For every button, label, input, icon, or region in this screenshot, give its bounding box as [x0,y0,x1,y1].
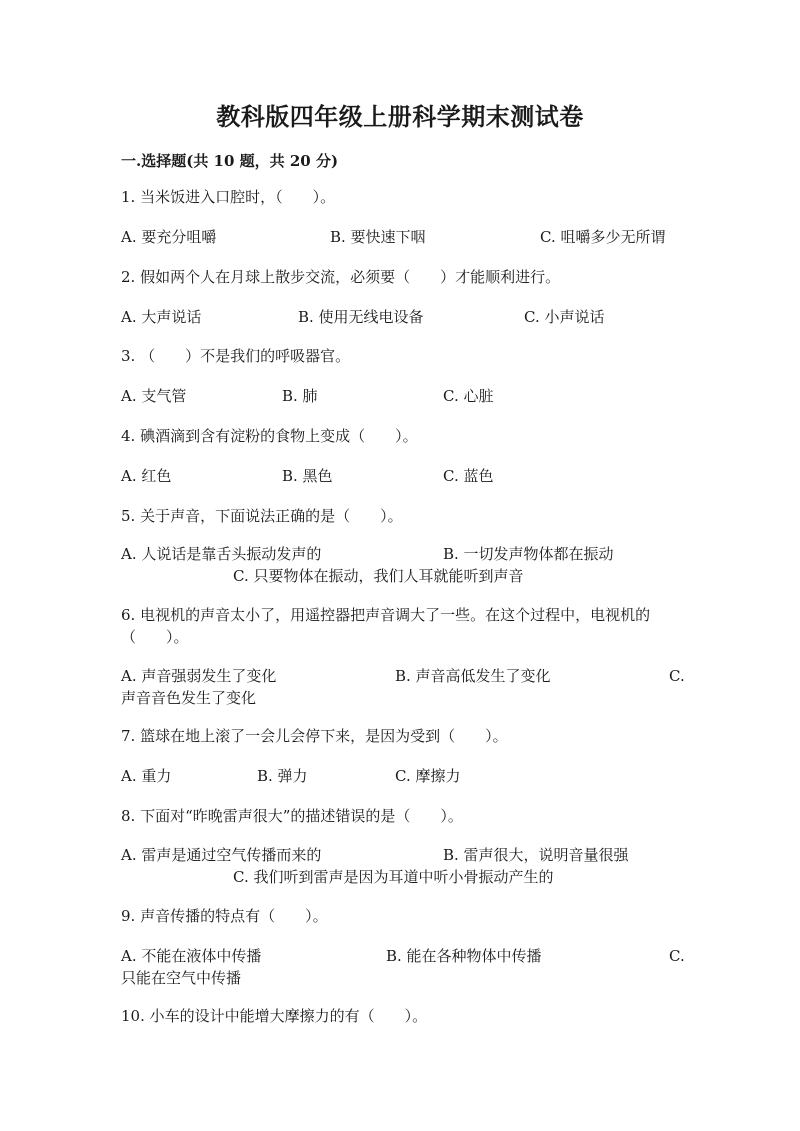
q6-option-a[interactable]: A. 声音强弱发生了变化 [121,667,277,685]
q9-option-c-text[interactable]: 只能在空气中传播 [121,969,242,987]
question-9: 9. 声音传播的特点有（ ）。 [121,907,328,925]
q8-option-b[interactable]: B. 雷声很大，说明音量很强 [443,846,629,864]
q9-option-b[interactable]: B. 能在各种物体中传播 [386,947,542,965]
q4-option-a[interactable]: A. 红色 [121,467,172,485]
question-7: 7. 篮球在地上滚了一会儿会停下来，是因为受到（ ）。 [121,727,508,745]
q2-option-b[interactable]: B. 使用无线电设备 [298,308,424,326]
section-heading: 一.选择题(共 10 题，共 20 分) [121,152,339,170]
q9-option-c-label[interactable]: C. [669,947,685,965]
q1-option-c[interactable]: C. 咀嚼多少无所谓 [540,228,666,246]
q5-option-b[interactable]: B. 一切发声物体都在振动 [443,545,614,563]
q7-option-a[interactable]: A. 重力 [121,767,172,785]
q1-option-b[interactable]: B. 要快速下咽 [330,228,426,246]
question-6: 6. 电视机的声音太小了，用遥控器把声音调大了一些。在这个过程中，电视机的（ ）。 [121,606,651,646]
q7-option-c[interactable]: C. 摩擦力 [395,767,461,785]
question-3: 3. （ ）不是我们的呼吸器官。 [121,347,351,365]
q4-option-c[interactable]: C. 蓝色 [443,467,494,485]
q7-option-b[interactable]: B. 弹力 [257,767,308,785]
question-1: 1. 当米饭进入口腔时，（ ）。 [121,188,336,206]
q3-option-b[interactable]: B. 肺 [282,387,318,405]
question-8: 8. 下面对“昨晚雷声很大”的描述错误的是（ ）。 [121,807,463,825]
q6-option-c-label[interactable]: C. [669,667,685,685]
q9-option-a[interactable]: A. 不能在液体中传播 [121,947,262,965]
question-4: 4. 碘酒滴到含有淀粉的食物上变成（ ）。 [121,427,418,445]
q2-option-a[interactable]: A. 大声说话 [121,308,202,326]
q3-option-c[interactable]: C. 心脏 [443,387,494,405]
q6-option-b[interactable]: B. 声音高低发生了变化 [395,667,551,685]
q3-option-a[interactable]: A. 支气管 [121,387,187,405]
q8-option-c[interactable]: C. 我们听到雷声是因为耳道中听小骨振动产生的 [233,868,554,886]
q6-option-c-text[interactable]: 声音音色发生了变化 [121,689,257,707]
question-10: 10. 小车的设计中能增大摩擦力的有（ ）。 [121,1007,428,1025]
q5-option-c[interactable]: C. 只要物体在振动，我们人耳就能听到声音 [233,567,524,585]
page-title: 教科版四年级上册科学期末测试卷 [216,102,584,131]
q8-option-a[interactable]: A. 雷声是通过空气传播而来的 [121,846,322,864]
q1-option-a[interactable]: A. 要充分咀嚼 [121,228,217,246]
q5-option-a[interactable]: A. 人说话是靠舌头振动发声的 [121,545,322,563]
question-2: 2. 假如两个人在月球上散步交流，必须要（ ）才能顺利进行。 [121,268,561,286]
question-5: 5. 关于声音，下面说法正确的是（ ）。 [121,507,403,525]
q4-option-b[interactable]: B. 黑色 [282,467,333,485]
q2-option-c[interactable]: C. 小声说话 [524,308,605,326]
